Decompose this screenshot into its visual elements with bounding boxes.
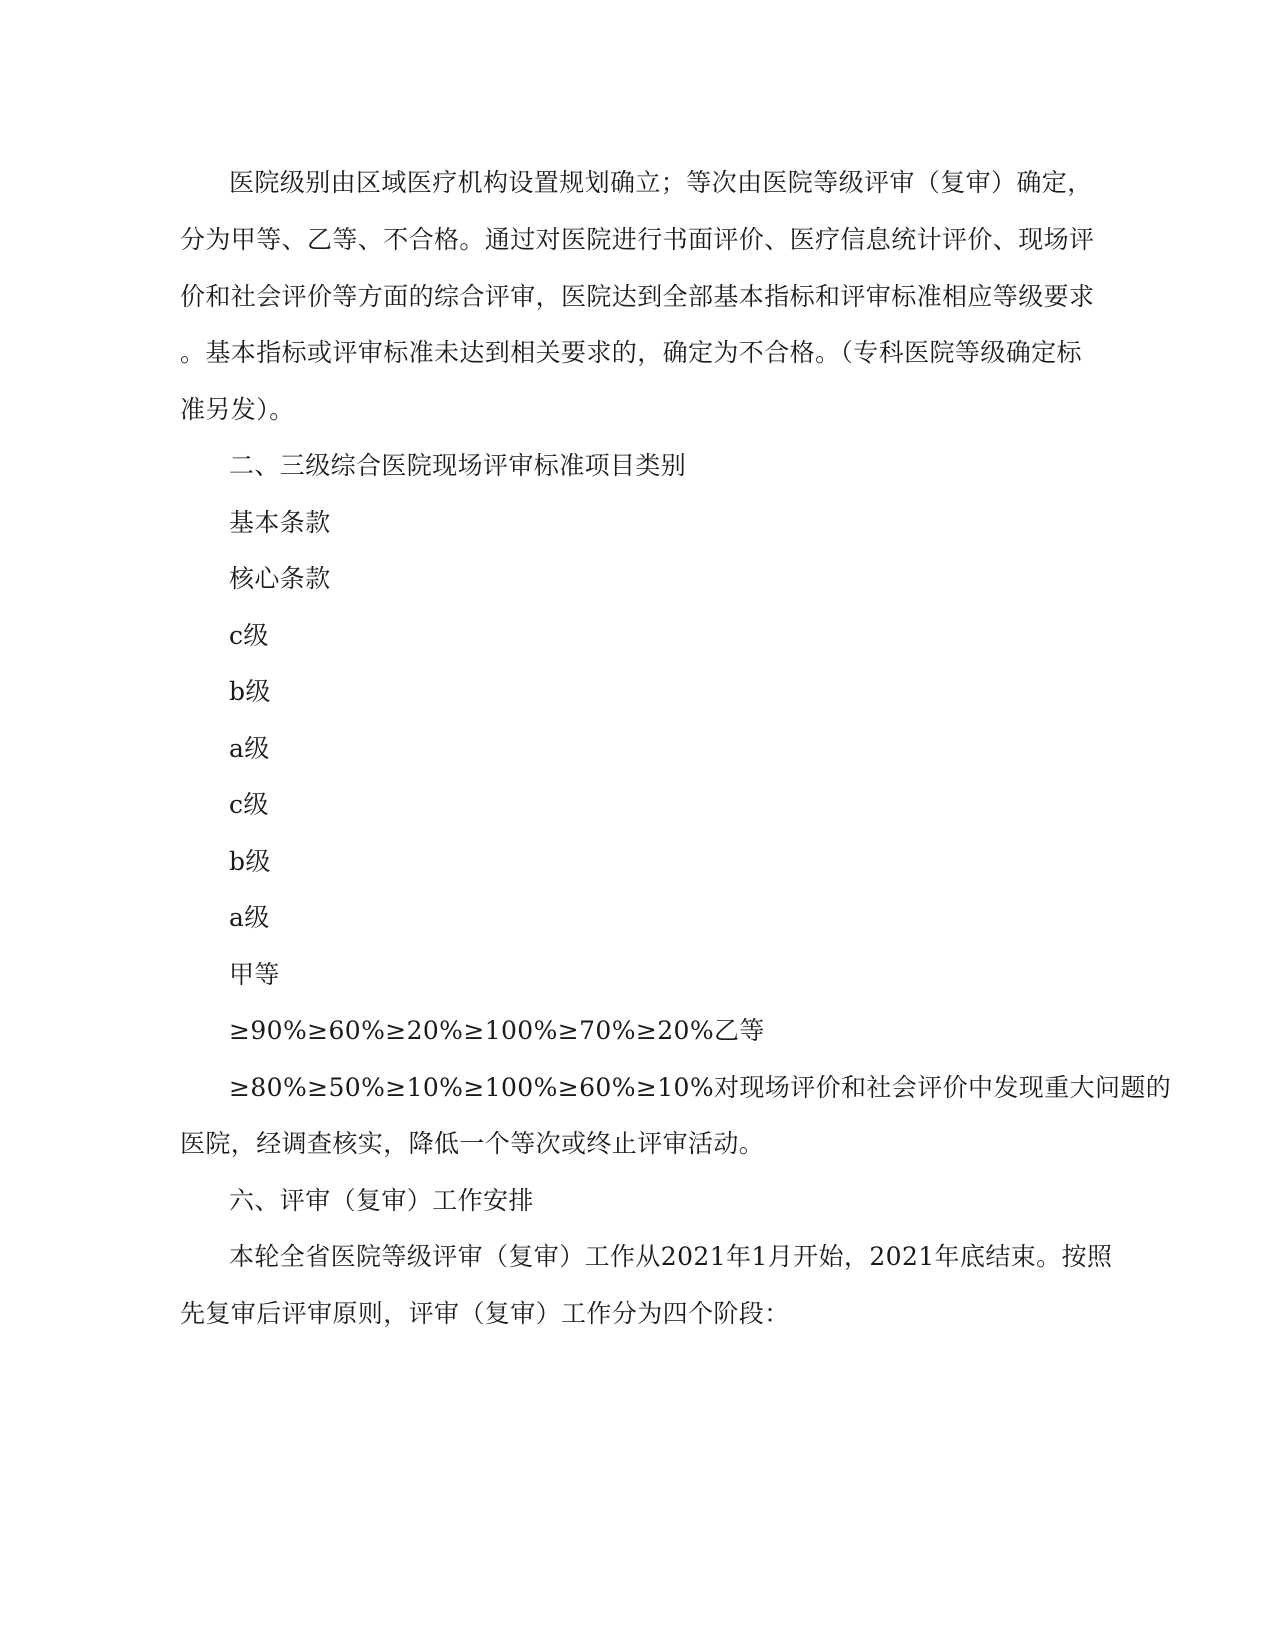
- list-item: a级: [229, 903, 270, 932]
- paragraph-line: 医院级别由区域医疗机构设置规划确立；等次由医院等级评审（复审）确定，: [229, 168, 1093, 197]
- paragraph-line: 先复审后评审原则，评审（复审）工作分为四个阶段：: [180, 1299, 790, 1328]
- paragraph-line: 医院，经调查核实，降低一个等次或终止评审活动。: [180, 1129, 765, 1158]
- list-item: b级: [229, 847, 271, 876]
- section-heading: 二、三级综合医院现场评审标准项目类别: [229, 451, 687, 480]
- list-item: 基本条款: [229, 508, 331, 537]
- list-item: c级: [229, 790, 269, 819]
- paragraph-line: 本轮全省医院等级评审（复审）工作从2021年1月开始，2021年底结束。按照: [229, 1242, 1113, 1271]
- list-item: a级: [229, 734, 270, 763]
- paragraph-line: 准另发）。: [180, 395, 295, 424]
- list-item: 甲等: [229, 960, 280, 989]
- list-item: b级: [229, 677, 271, 706]
- section-heading: 六、评审（复审）工作安排: [229, 1186, 534, 1215]
- paragraph-line: 价和社会评价等方面的综合评审，医院达到全部基本指标和评审标准相应等级要求: [180, 282, 1095, 311]
- list-item: ≥90%≥60%≥20%≥100%≥70%≥20%乙等: [229, 1016, 765, 1045]
- list-item: c级: [229, 621, 269, 650]
- paragraph-line: 。基本指标或评审标准未达到相关要求的，确定为不合格。（专科医院等级确定标: [180, 338, 1082, 367]
- paragraph-line: ≥80%≥50%≥10%≥100%≥60%≥10%对现场评价和社会评价中发现重大问题的: [229, 1073, 1172, 1102]
- list-item: 核心条款: [229, 564, 331, 593]
- paragraph-line: 分为甲等、乙等、不合格。通过对医院进行书面评价、医疗信息统计评价、现场评: [180, 225, 1095, 254]
